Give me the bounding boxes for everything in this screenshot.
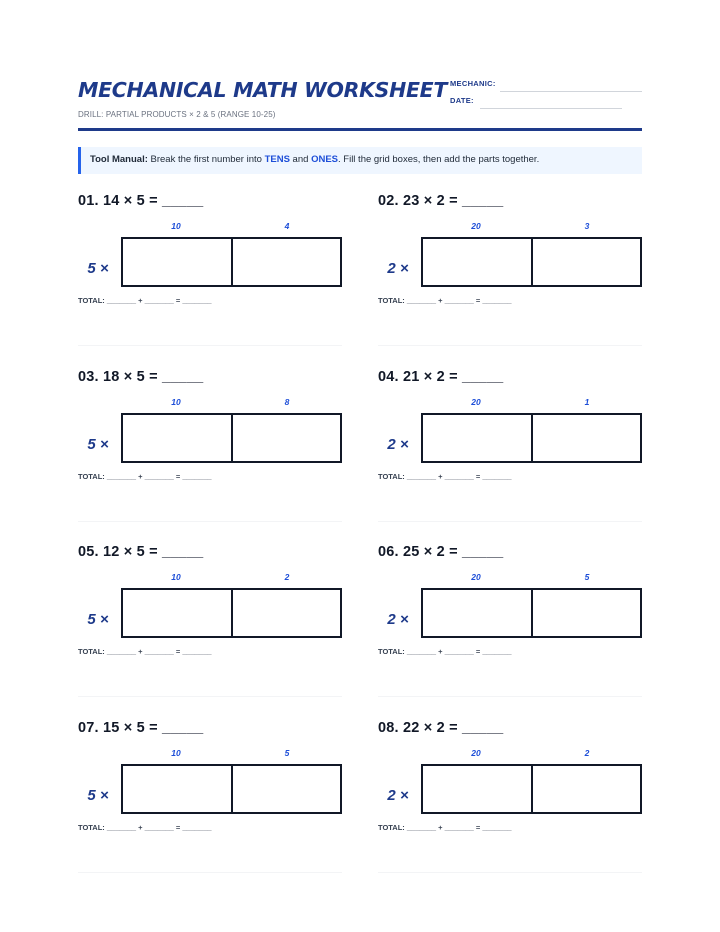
multiplier-label: 5 × bbox=[87, 436, 109, 453]
ones-label: 2 bbox=[284, 572, 290, 582]
area-grid bbox=[421, 588, 642, 638]
problem-separator bbox=[78, 696, 342, 697]
multiplier-label: 2 × bbox=[387, 260, 409, 277]
area-grid bbox=[121, 413, 342, 463]
problem-separator bbox=[78, 521, 342, 522]
multiplier-label: 2 × bbox=[387, 787, 409, 804]
problem-separator bbox=[378, 696, 642, 697]
ones-label: 5 bbox=[284, 748, 290, 758]
callout-tens: TENS bbox=[264, 154, 290, 165]
multiplier-label: 5 × bbox=[87, 787, 109, 804]
problem-title: 03. 18 × 5 = _____ bbox=[78, 369, 204, 385]
tens-label: 20 bbox=[471, 572, 481, 582]
problem-05 bbox=[78, 544, 342, 704]
multiplier-label: 5 × bbox=[87, 611, 109, 628]
ones-label: 4 bbox=[284, 221, 290, 231]
problem-title: 02. 23 × 2 = _____ bbox=[378, 193, 504, 209]
area-grid bbox=[421, 413, 642, 463]
total-line[interactable]: TOTAL: _______ + _______ = _______ bbox=[78, 472, 212, 481]
problem-03 bbox=[78, 369, 342, 529]
problem-02 bbox=[378, 193, 642, 353]
multiplier-label: 2 × bbox=[387, 611, 409, 628]
ones-label: 5 bbox=[584, 572, 590, 582]
problem-title: 05. 12 × 5 = _____ bbox=[78, 544, 204, 560]
ones-product-box[interactable] bbox=[533, 766, 640, 812]
tens-label: 10 bbox=[171, 748, 181, 758]
problem-08 bbox=[378, 720, 642, 880]
header bbox=[78, 78, 642, 118]
tens-product-box[interactable] bbox=[423, 590, 531, 636]
callout-lead: Tool Manual: bbox=[90, 154, 148, 165]
tens-label: 10 bbox=[171, 397, 181, 407]
ones-product-box[interactable] bbox=[533, 239, 640, 285]
area-grid bbox=[421, 764, 642, 814]
ones-label: 8 bbox=[284, 397, 290, 407]
mechanic-field[interactable] bbox=[450, 78, 642, 92]
problem-separator bbox=[378, 521, 642, 522]
tens-label: 20 bbox=[471, 397, 481, 407]
problem-separator bbox=[378, 345, 642, 346]
ones-label: 2 bbox=[584, 748, 590, 758]
ones-product-box[interactable] bbox=[533, 590, 640, 636]
problem-title: 08. 22 × 2 = _____ bbox=[378, 720, 504, 736]
tens-product-box[interactable] bbox=[123, 239, 231, 285]
problem-title: 07. 15 × 5 = _____ bbox=[78, 720, 204, 736]
area-grid bbox=[121, 237, 342, 287]
problem-title: 06. 25 × 2 = _____ bbox=[378, 544, 504, 560]
problem-06 bbox=[378, 544, 642, 704]
tool-manual-callout bbox=[78, 147, 642, 174]
area-grid bbox=[121, 764, 342, 814]
tens-product-box[interactable] bbox=[423, 766, 531, 812]
area-grid bbox=[421, 237, 642, 287]
total-line[interactable]: TOTAL: _______ + _______ = _______ bbox=[378, 472, 512, 481]
problem-04 bbox=[378, 369, 642, 529]
date-label: DATE: bbox=[450, 96, 474, 105]
mechanic-line bbox=[500, 91, 642, 92]
ones-product-box[interactable] bbox=[233, 415, 340, 461]
tens-label: 20 bbox=[471, 748, 481, 758]
total-line[interactable]: TOTAL: _______ + _______ = _______ bbox=[78, 823, 212, 832]
page-title: MECHANICAL MATH WORKSHEET bbox=[78, 78, 448, 102]
callout-ones: ONES bbox=[311, 154, 338, 165]
meta-fields bbox=[450, 78, 642, 110]
problem-07 bbox=[78, 720, 342, 880]
ones-product-box[interactable] bbox=[233, 766, 340, 812]
total-line[interactable]: TOTAL: _______ + _______ = _______ bbox=[78, 647, 212, 656]
problem-separator bbox=[78, 872, 342, 873]
total-line[interactable]: TOTAL: _______ + _______ = _______ bbox=[378, 647, 512, 656]
ones-label: 3 bbox=[584, 221, 590, 231]
ones-label: 1 bbox=[584, 397, 590, 407]
multiplier-label: 5 × bbox=[87, 260, 109, 277]
ones-product-box[interactable] bbox=[533, 415, 640, 461]
total-line[interactable]: TOTAL: _______ + _______ = _______ bbox=[378, 296, 512, 305]
multiplier-label: 2 × bbox=[387, 436, 409, 453]
problem-title: 04. 21 × 2 = _____ bbox=[378, 369, 504, 385]
ones-product-box[interactable] bbox=[233, 590, 340, 636]
tens-label: 10 bbox=[171, 572, 181, 582]
callout-text-b: and bbox=[289, 154, 312, 165]
area-grid bbox=[121, 588, 342, 638]
ones-product-box[interactable] bbox=[233, 239, 340, 285]
header-rule bbox=[78, 128, 642, 131]
tens-product-box[interactable] bbox=[123, 590, 231, 636]
mechanic-label: MECHANIC: bbox=[450, 79, 496, 88]
tens-label: 20 bbox=[471, 221, 481, 231]
tens-product-box[interactable] bbox=[423, 415, 531, 461]
date-field[interactable] bbox=[450, 95, 642, 109]
tens-product-box[interactable] bbox=[423, 239, 531, 285]
tens-label: 10 bbox=[171, 221, 181, 231]
total-line[interactable]: TOTAL: _______ + _______ = _______ bbox=[378, 823, 512, 832]
problem-01 bbox=[78, 193, 342, 353]
callout-text-c: . Fill the grid boxes, then add the parts together. bbox=[338, 154, 540, 165]
total-line[interactable]: TOTAL: _______ + _______ = _______ bbox=[78, 296, 212, 305]
problem-separator bbox=[78, 345, 342, 346]
date-line bbox=[480, 108, 622, 109]
problem-separator bbox=[378, 872, 642, 873]
tens-product-box[interactable] bbox=[123, 415, 231, 461]
page-subtitle: DRILL: PARTIAL PRODUCTS × 2 & 5 (RANGE 10-25) bbox=[78, 110, 276, 119]
tens-product-box[interactable] bbox=[123, 766, 231, 812]
callout-text-a: Break the first number into bbox=[147, 154, 265, 165]
problem-title: 01. 14 × 5 = _____ bbox=[78, 193, 204, 209]
